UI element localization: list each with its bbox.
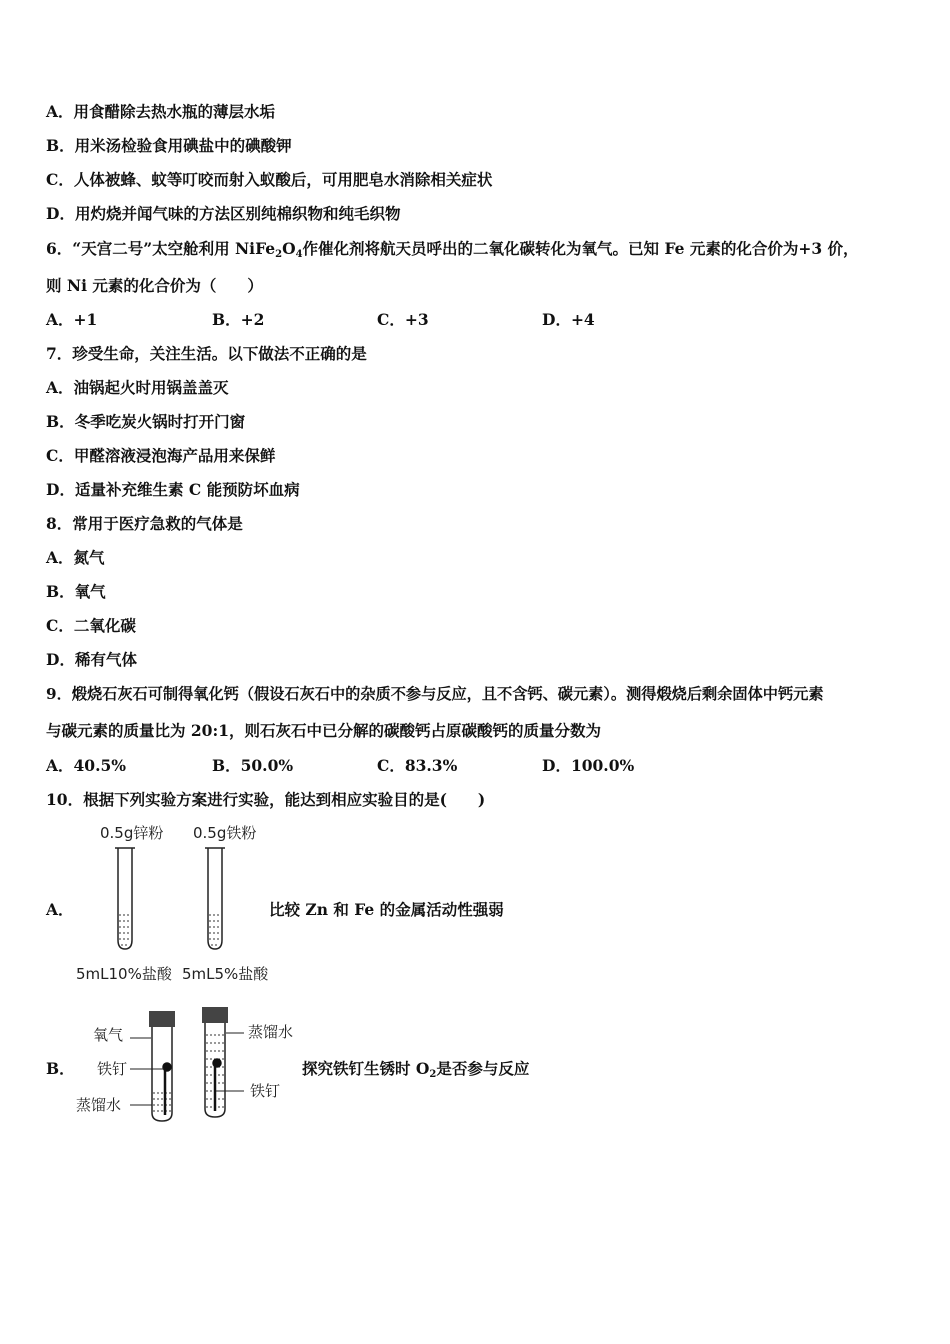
q8-stem: 8．常用于医疗急救的气体是	[46, 514, 243, 533]
left-nail	[164, 1064, 171, 1116]
q5-option-b: B．用米汤检验食用碘盐中的碘酸钾	[46, 136, 292, 155]
q10-option-a-label: A．	[46, 900, 74, 919]
q6-option-b: B．+2	[212, 310, 265, 329]
acid-5-label: 5mL5%盐酸	[182, 965, 269, 983]
q5-option-d: D．用灼烧并闻气味的方法区别纯棉织物和纯毛织物	[46, 204, 401, 223]
left-stopper	[149, 1011, 175, 1027]
q9-stem-line2: 与碳元素的质量比为 20:1，则石灰石中已分解的碳酸钙占原碳酸钙的质量分数为	[46, 721, 601, 740]
q8-option-d: D．稀有气体	[46, 650, 137, 669]
q7-stem: 7．珍受生命，关注生活。以下做法不正确的是	[46, 344, 367, 363]
q9-option-b: B．50.0%	[212, 756, 294, 775]
left-tube	[152, 1027, 172, 1121]
nail-right-label: 铁钉	[250, 1082, 281, 1100]
q9-option-d: D．100.0%	[542, 756, 635, 775]
q5-option-a: A．用食醋除去热水瓶的薄层水垢	[46, 102, 276, 121]
q10-option-b-desc: 探究铁钉生锈时 $O_2$是否参与反应	[302, 1059, 530, 1080]
nail-left-label: 铁钉	[97, 1060, 128, 1078]
nail-rust-figure	[128, 1005, 248, 1125]
q6-option-d: D．+4	[542, 310, 595, 329]
q5-option-c: C．人体被蜂、蚊等叮咬而射入蚁酸后，可用肥皂水消除相关症状	[46, 170, 493, 189]
left-tube-liquid	[119, 915, 131, 945]
zinc-powder-label: 0.5g锌粉	[100, 824, 164, 842]
q9-option-c: C．83.3%	[377, 756, 458, 775]
iron-powder-label: 0.5g铁粉	[193, 824, 257, 842]
q10-option-b-label: B．	[46, 1059, 75, 1078]
acid-10-label: 5mL10%盐酸	[76, 965, 172, 983]
test-tubes-a-figure	[110, 845, 240, 955]
water-right-label: 蒸馏水	[248, 1023, 294, 1041]
right-stopper	[202, 1007, 228, 1023]
q10-stem: 10．根据下列实验方案进行实验，能达到相应实验目的是( )	[46, 790, 486, 809]
water-left-label: 蒸馏水	[76, 1096, 122, 1114]
oxygen-label: 氧气	[93, 1026, 124, 1044]
q7-option-d: D．适量补充维生素 C 能预防坏血病	[46, 480, 300, 499]
q9-option-a: A．40.5%	[46, 756, 127, 775]
left-tube-water	[153, 1093, 171, 1111]
q7-option-b: B．冬季吃炭火锅时打开门窗	[46, 412, 246, 431]
q10-option-a-desc: 比较 Zn 和 Fe 的金属活动性强弱	[269, 900, 504, 919]
right-tube-liquid	[209, 915, 221, 945]
q7-option-a: A．油锅起火时用锅盖盖灭	[46, 378, 229, 397]
left-test-tube	[115, 848, 135, 949]
q6-stem: 6．“天宫二号”太空舱利用 $NiFe_2O_4$作催化剂将航天员呼出的二氧化碳转化为氧气。已知 Fe 元素的化合价为+3 价，	[46, 239, 859, 260]
q6-option-c: C．+3	[377, 310, 429, 329]
q8-option-b: B．氧气	[46, 582, 106, 601]
q7-option-c: C．甲醛溶液浸泡海产品用来保鲜	[46, 446, 276, 465]
q6-option-a: A．+1	[46, 310, 98, 329]
q8-option-a: A．氮气	[46, 548, 105, 567]
q6-stem-line2: 则 Ni 元素的化合价为（ ）	[46, 276, 263, 295]
q8-option-c: C．二氧化碳	[46, 616, 136, 635]
right-test-tube	[205, 848, 225, 949]
q9-stem: 9．煅烧石灰石可制得氧化钙（假设石灰石中的杂质不参与反应，且不含钙、碳元素）。测得煅烧后剩余固体中钙元素	[46, 685, 824, 703]
